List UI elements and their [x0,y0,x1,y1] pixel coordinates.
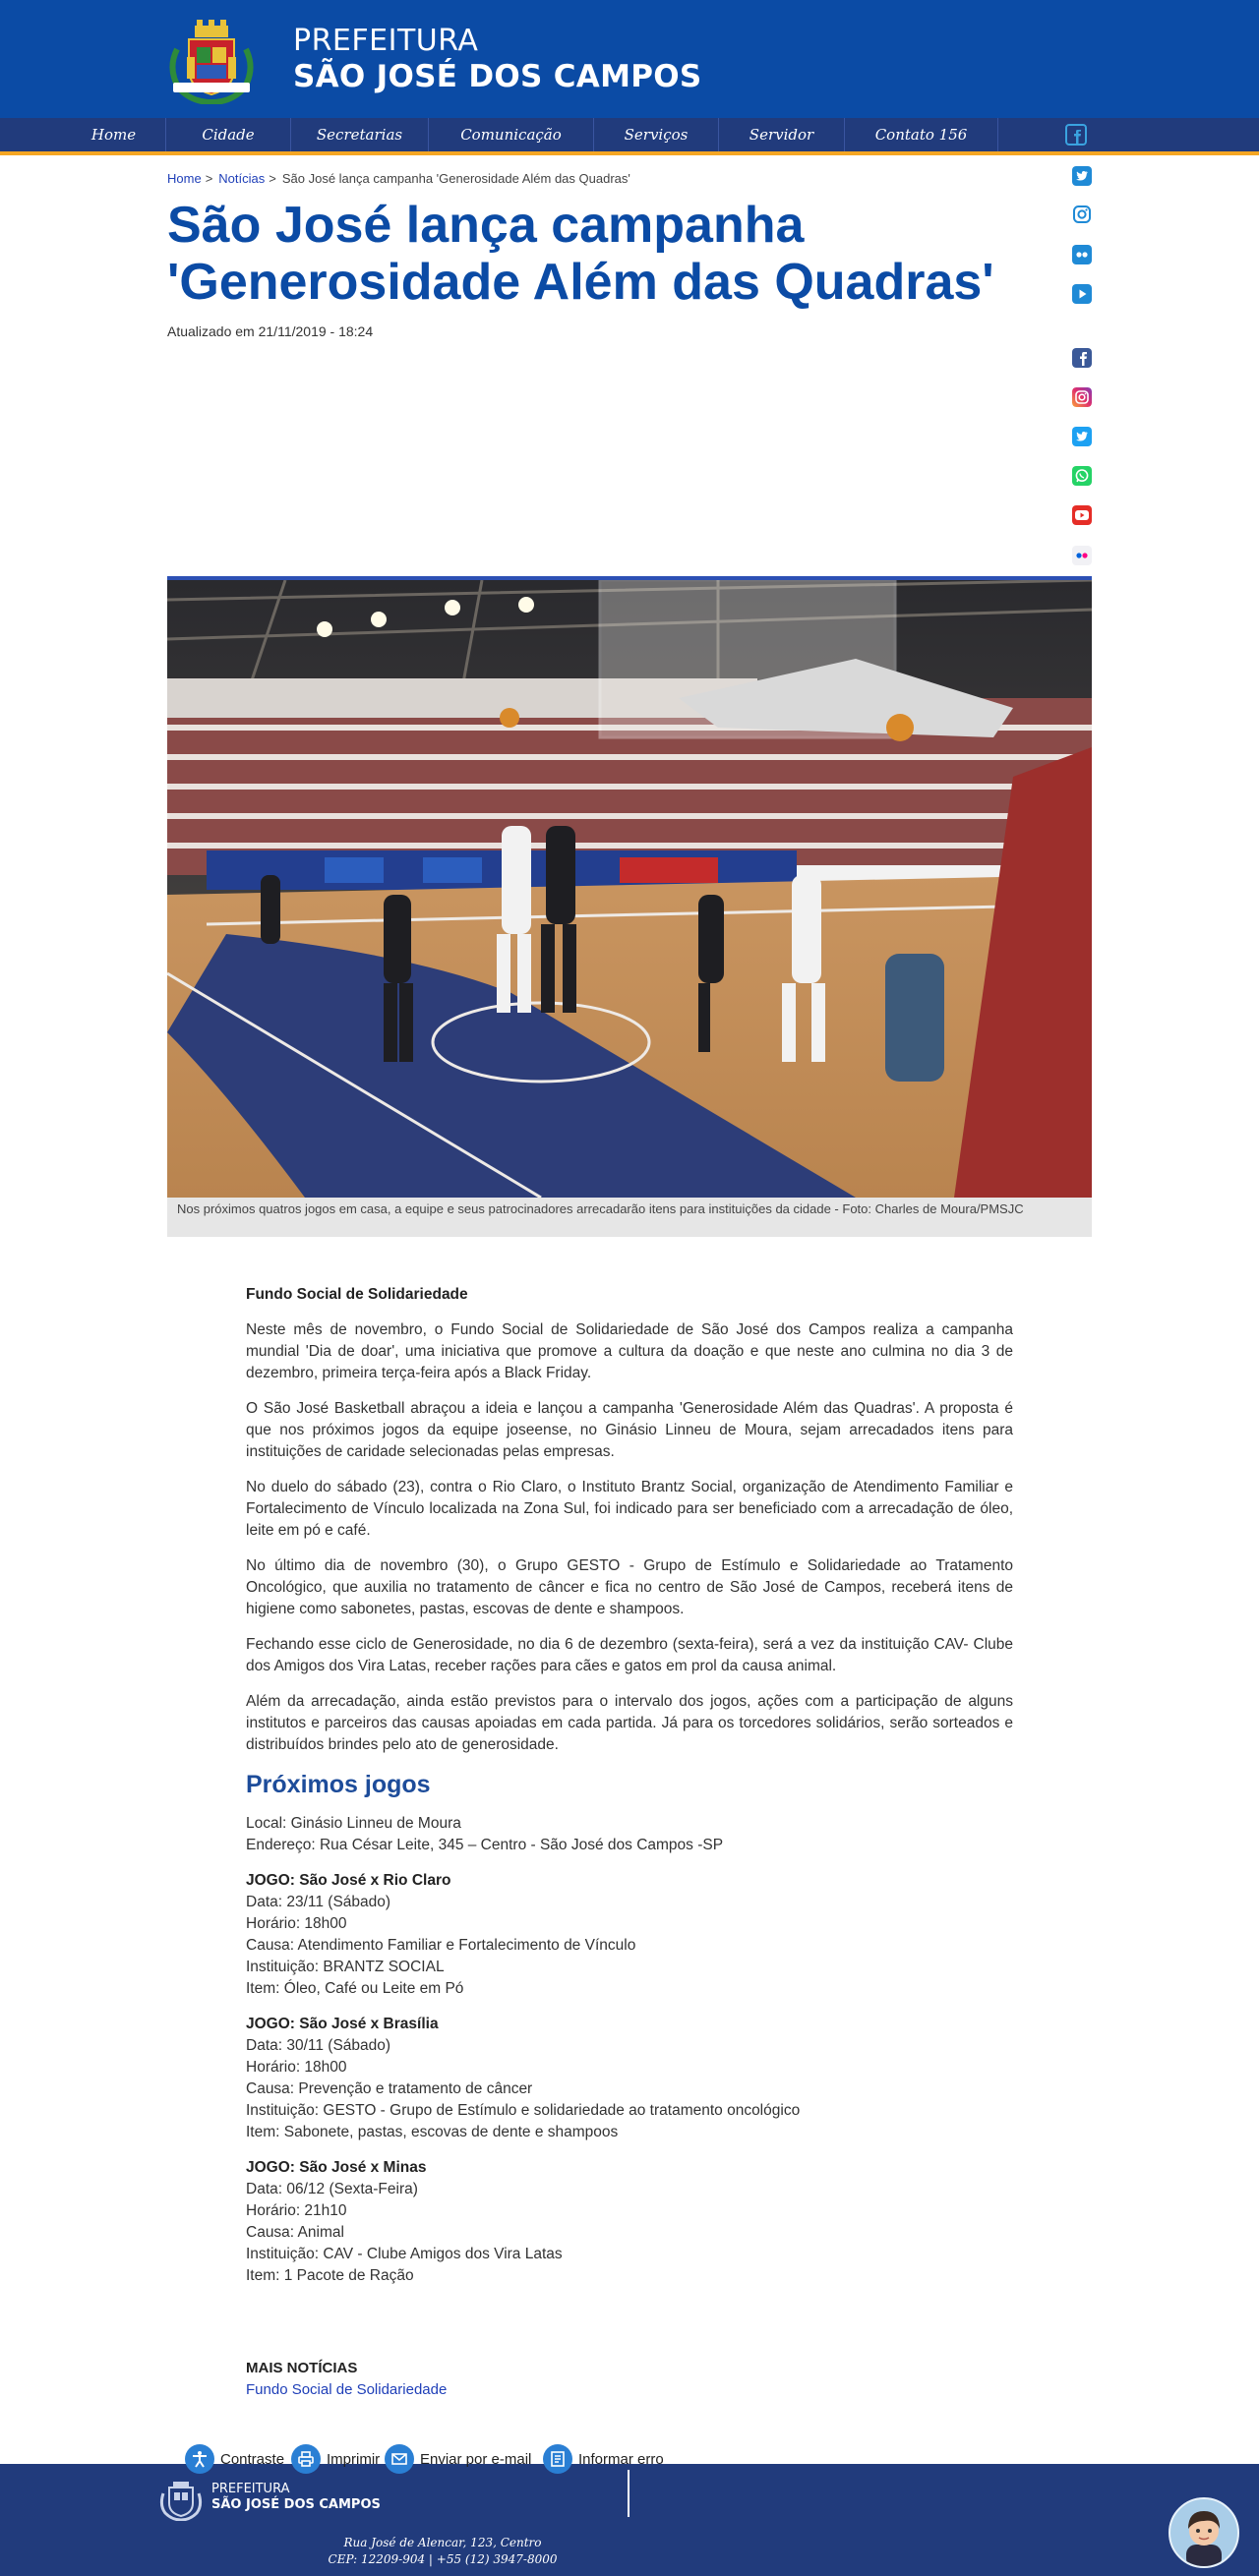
article-lead: Fundo Social de Solidariedade [246,1286,468,1303]
page-title [167,197,1052,311]
breadcrumb-home-link[interactable]: Home [167,171,202,186]
accessibility-icon [185,2444,214,2474]
print-button[interactable] [291,2444,380,2474]
game-cause: Causa: Animal [246,2224,344,2241]
game-cause: Causa: Atendimento Familiar e Fortalecimento de Vínculo [246,1937,636,1954]
nav-item-contato-156[interactable]: Contato 156 [845,118,998,151]
game-institution: Instituição: GESTO - Grupo de Estímulo e solidariedade ao tratamento oncológico [246,2102,801,2119]
share-twitter-icon[interactable] [1072,427,1092,446]
game-time: Horário: 18h00 [246,2059,347,2076]
facebook-icon[interactable] [1065,124,1087,146]
article-paragraph: Além da arrecadação, ainda estão previstos para o intervalo dos jogos, ações com a participação de alguns institutos e parceiros das causas apoiadas em cada partida. Já para os torcedores solidários, serão sorteados e distribuídos brindes pelo ato de generosidade. [246,1693,1013,1753]
game-date: Data: 30/11 (Sábado) [246,2037,391,2054]
more-news-heading: MAIS NOTÍCIAS [246,2360,358,2376]
game-item: Item: 1 Pacote de Ração [246,2267,414,2284]
page-title-line2: 'Generosidade Além das Quadras' [167,254,994,311]
print-label: Imprimir [327,2450,381,2468]
basketball-court-photo [167,580,1092,1198]
envelope-icon [385,2444,414,2474]
footer-address-street: Rua José de Alencar, 123, Centro [343,2536,542,2549]
share-facebook-icon[interactable] [1072,348,1092,368]
instagram-icon[interactable] [1072,205,1092,224]
game-date: Data: 23/11 (Sábado) [246,1894,391,1910]
report-icon [543,2444,572,2474]
game-title: JOGO: São José x Brasília [246,2016,439,2032]
accessibility-avatar-button[interactable] [1169,2497,1239,2568]
footer-address-contact: CEP: 12209-904 | +55 (12) 3947-8000 [328,2552,558,2566]
game-time: Horário: 21h10 [246,2202,347,2219]
game-title: JOGO: São José x Minas [246,2159,427,2176]
venue-address: Endereço: Rua César Leite, 345 – Centro - São José dos Campos -SP [246,1837,724,1853]
share-whatsapp-icon[interactable] [1072,466,1092,486]
printer-icon [291,2444,321,2474]
share-youtube-icon[interactable] [1072,505,1092,525]
updated-timestamp: Atualizado em 21/11/2019 - 18:24 [167,323,374,339]
twitter-icon[interactable] [1072,166,1092,186]
game-block [246,2014,1013,2143]
article-paragraph: Neste mês de novembro, o Fundo Social de Solidariedade de São José dos Campos realiza a campanha mundial 'Dia de doar', uma iniciativa que promove a cultura da doação e que neste ano culmina no dia 3 de dezembro, primeira terça-feira após a Black Friday. [246,1321,1013,1381]
game-block [246,2157,1013,2287]
footer-brand-line1: PREFEITURA [211,2482,290,2496]
article-paragraph: No duelo do sábado (23), contra o Rio Claro, o Instituto Brantz Social, organização de Atendimento Familiar e Fortalecimento de Vínculo localizada na Zona Sul, foi indicado para ser beneficiado com a arrecadação de óleo, leite em pó e café. [246,1479,1013,1539]
nav-item-servidor[interactable]: Servidor [719,118,845,151]
footer-divider [628,2470,630,2517]
article-paragraph: Fechando esse ciclo de Generosidade, no dia 6 de dezembro (sexta-feira), será a vez da instituição CAV- Clube dos Amigos dos Vira Latas, receber rações para cães e gatos em prol da causa animal. [246,1636,1013,1674]
breadcrumb-current: São José lança campanha 'Generosidade Além das Quadras' [281,171,630,186]
photo-caption: Nos próximos quatros jogos em casa, a equipe e seus patrocinadores arrecadarão itens para instituições da cidade - Foto: Charles de Moura/PMSJC [167,1198,1092,1237]
site-brand[interactable] [293,24,702,94]
game-time: Horário: 18h00 [246,1915,347,1932]
youtube-icon[interactable] [1072,284,1092,304]
more-news-link[interactable]: Fundo Social de Solidariedade [246,2381,448,2398]
nav-item-home[interactable]: Home [62,118,166,151]
article-paragraph: No último dia de novembro (30), o Grupo GESTO - Grupo de Estímulo e Solidariedade ao Tratamento Oncológico, que auxilia no tratamento de câncer e fica no centro de São José de Campos, receberá itens de higiene como sabonetes, pastas, escovas de dente e shampoos. [246,1557,1013,1617]
page-title-line1: São José lança campanha [167,197,805,254]
footer-crest-logo[interactable] [157,2478,205,2521]
article-paragraph: O São José Basketball abraçou a ideia e lançou a campanha 'Generosidade Além das Quadras'. A proposta é que nos próximos jogos da equipe joseense, no Ginásio Linneu de Moura, sejam arrecadados itens para instituições de caridade selecionadas pelas empresas. [246,1400,1013,1460]
game-item: Item: Óleo, Café ou Leite em Pó [246,1980,464,1997]
game-block [246,1870,1013,2000]
footer-brand-line2: SÃO JOSÉ DOS CAMPOS [211,2497,381,2512]
games-heading: Próximos jogos [246,1771,431,1798]
email-label: Enviar por e-mail [420,2450,532,2468]
site-footer [0,2464,1259,2576]
more-news [246,2358,447,2401]
nav-item-cidade[interactable]: Cidade [166,118,291,151]
game-title: JOGO: São José x Rio Claro [246,1872,451,1889]
game-cause: Causa: Prevenção e tratamento de câncer [246,2080,533,2097]
share-flickr-icon[interactable] [1072,546,1092,565]
footer-address [295,2535,590,2568]
breadcrumb [167,171,630,186]
game-item: Item: Sabonete, pastas, escovas de dente e shampoos [246,2124,619,2140]
city-crest-logo[interactable] [167,20,256,104]
breadcrumb-news-link[interactable]: Notícias [218,171,266,186]
brand-line1: PREFEITURA [293,24,479,58]
contrast-label: Contraste [220,2450,285,2468]
article-body [246,1284,1013,2301]
article-photo [167,576,1092,1198]
email-button[interactable] [385,2444,531,2474]
nav-item-secretarias[interactable]: Secretarias [291,118,429,151]
venue-info [246,1813,1013,1856]
report-label: Informar erro [578,2450,664,2468]
main-nav [0,118,1259,155]
flickr-icon[interactable] [1072,245,1092,264]
contrast-button[interactable] [185,2444,284,2474]
game-institution: Instituição: BRANTZ SOCIAL [246,1959,445,1975]
site-header [0,0,1259,118]
venue-local: Local: Ginásio Linneu de Moura [246,1815,461,1832]
brand-line2: SÃO JOSÉ DOS CAMPOS [293,59,702,94]
report-error-button[interactable] [543,2444,664,2474]
nav-item-comunicacao[interactable]: Comunicação [429,118,594,151]
breadcrumb-separator: > [205,171,213,186]
game-institution: Instituição: CAV - Clube Amigos dos Vira Latas [246,2246,563,2262]
breadcrumb-separator: > [269,171,276,186]
game-date: Data: 06/12 (Sexta-Feira) [246,2181,418,2197]
footer-brand[interactable] [211,2482,381,2513]
avatar-icon [1170,2499,1237,2566]
nav-item-servicos[interactable]: Serviços [594,118,719,151]
share-instagram-icon[interactable] [1072,387,1092,407]
